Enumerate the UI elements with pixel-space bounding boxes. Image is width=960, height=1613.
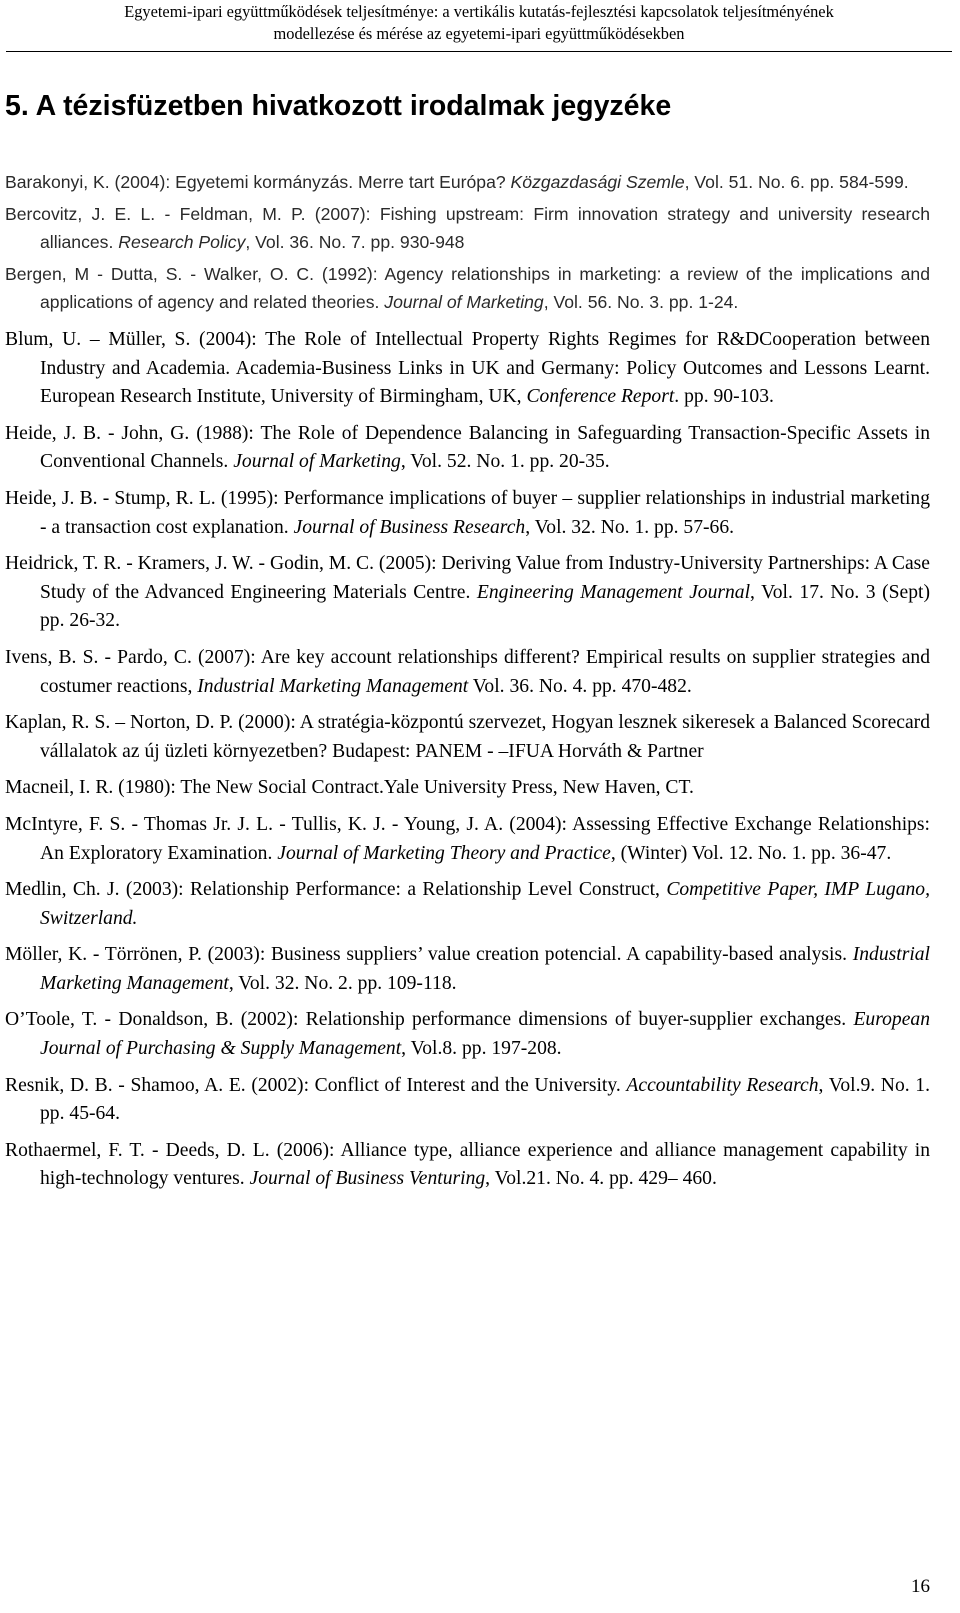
running-header-line-2: modellezése és mérése az egyetemi-ipari együttműködésekben <box>273 24 685 43</box>
reference-source-title: Journal of Marketing Theory and Practice <box>277 842 611 864</box>
reference-text: Blum, U. – Müller, S. (2004): The Role of Intellectual Property Rights Regimes for R&DCooperation between Industry and Academia. Academia-Business Links in UK and Germany: Policy Outcomes and Lessons Learnt. European Research Institute, University of Birmingham, UK, <box>5 329 930 408</box>
reference-text: , (Winter) Vol. 12. No. 1. pp. 36-47. <box>610 842 892 864</box>
reference-entry <box>5 1006 930 1063</box>
running-header-line-1: Egyetemi-ipari együttműködések teljesítménye: a vertikális kutatás-fejlesztési kapcsolatok teljesítményének <box>124 2 834 21</box>
reference-entry <box>5 709 930 766</box>
reference-text: Heidrick, T. R. - Kramers, J. W. - Godin, M. C. (2005): Deriving Value from Industry-University Partnerships: A Case Study of the Advanced Engineering Materials Centre. <box>5 553 930 603</box>
reference-entry <box>5 326 930 412</box>
reference-entry <box>5 774 930 803</box>
reference-text: Barakonyi, K. (2004): Egyetemi kormányzás. Merre tart Európa? <box>5 172 511 192</box>
reference-source-title: Competitive Paper, IMP Lugano, Switzerland. <box>40 879 930 929</box>
reference-text: Resnik, D. B. - Shamoo, A. E. (2002): Conflict of Interest and the University. <box>5 1074 627 1096</box>
reference-text: Rothaermel, F. T. - Deeds, D. L. (2006): Alliance type, alliance experience and alliance management capability in high-technology ventures. <box>5 1139 930 1190</box>
reference-source-title: Conference Report <box>526 386 675 408</box>
reference-entry <box>5 485 930 542</box>
reference-text: , Vol.21. No. 4. pp. 429– 460. <box>485 1168 717 1190</box>
reference-text: Vol. 36. No. 4. pp. 470-482. <box>468 675 692 697</box>
reference-text: , Vol. 32. No. 2. pp. 109-118. <box>228 972 457 994</box>
reference-source-title: Industrial Marketing Management <box>197 675 469 697</box>
reference-source-title: European Journal of Purchasing & Supply Management <box>40 1009 930 1060</box>
reference-text: Bergen, M - Dutta, S. - Walker, O. C. (1992): Agency relationships in marketing: a review of the implications and applications of agency and related theories. <box>5 264 930 312</box>
reference-entry <box>5 550 930 636</box>
reference-text: Kaplan, R. S. – Norton, D. P. (2000): A stratégia-központú szervezet, Hogyan lesznek sikeresek a Balanced Scorecard vállalatok az új üzleti környezetben? Budapest: PANEM - –IFUA Horváth & Partner <box>5 712 930 762</box>
reference-entry <box>5 168 930 196</box>
reference-source-title: Journal of Business Research <box>293 516 526 538</box>
reference-text: McIntyre, F. S. - Thomas Jr. J. L. - Tullis, K. J. - Young, J. A. (2004): Assessing Effective Exchange Relationships: An Exploratory Examination. <box>5 813 930 864</box>
reference-entry <box>5 876 930 933</box>
reference-text: , Vol.8. pp. 197-208. <box>401 1038 562 1060</box>
page-number: 16 <box>911 1576 930 1597</box>
reference-list <box>5 168 930 1194</box>
reference-source-title: Industrial Marketing Management <box>40 944 930 994</box>
reference-text: O’Toole, T. - Donaldson, B. (2002): Relationship performance dimensions of buyer-supplier exchanges. <box>5 1009 854 1031</box>
reference-source-title: Engineering Management Journal <box>476 581 751 603</box>
reference-source-title: Research Policy <box>118 232 246 252</box>
reference-entry <box>5 1072 930 1129</box>
reference-text: , Vol.9. No. 1. pp. 45-64. <box>40 1074 930 1125</box>
reference-text: Heide, J. B. - Stump, R. L. (1995): Performance implications of buyer – supplier relationships in industrial marketing - a transaction cost explanation. <box>5 487 930 538</box>
reference-source-title: Közgazdasági Szemle <box>510 172 685 192</box>
running-header <box>6 0 952 45</box>
reference-entry <box>5 811 930 868</box>
reference-text: , Vol. 51. No. 6. pp. 584-599. <box>684 172 909 192</box>
reference-entry <box>5 420 930 477</box>
reference-source-title: Journal of Marketing <box>233 451 401 473</box>
reference-source-title: Journal of Business Venturing <box>249 1168 486 1190</box>
reference-entry <box>5 1137 930 1194</box>
reference-text: Heide, J. B. - John, G. (1988): The Role of Dependence Balancing in Safeguarding Transaction-Specific Assets in Conventional Channels. <box>5 422 930 473</box>
reference-text: Ivens, B. S. - Pardo, C. (2007): Are key account relationships different? Empirical results on supplier strategies and costumer reactions, <box>5 646 930 697</box>
reference-text: , Vol. 32. No. 1. pp. 57-66. <box>525 516 735 538</box>
header-divider <box>6 51 952 52</box>
reference-text: , Vol. 17. No. 3 (Sept) pp. 26-32. <box>40 581 930 632</box>
reference-entry <box>5 260 930 316</box>
reference-text: , Vol. 52. No. 1. pp. 20-35. <box>400 451 610 473</box>
reference-text: . pp. 90-103. <box>674 386 774 408</box>
reference-source-title: Accountability Research <box>626 1074 819 1096</box>
reference-text: Bercovitz, J. E. L. - Feldman, M. P. (2007): Fishing upstream: Firm innovation strategy and university research alliances. <box>5 204 930 252</box>
reference-text: Möller, K. - Törrönen, P. (2003): Business suppliers’ value creation potencial. A capability-based analysis. <box>5 944 853 966</box>
reference-text: , Vol. 36. No. 7. pp. 930-948 <box>245 232 465 252</box>
reference-text: , Vol. 56. No. 3. pp. 1-24. <box>543 292 739 312</box>
reference-text: Macneil, I. R. (1980): The New Social Contract.Yale University Press, New Haven, CT. <box>5 777 694 799</box>
reference-entry <box>5 941 930 998</box>
section-title: 5. A tézisfüzetben hivatkozott irodalmak jegyzéke <box>5 90 672 122</box>
reference-source-title: Journal of Marketing <box>384 292 544 312</box>
reference-entry <box>5 200 930 256</box>
reference-entry <box>5 644 930 701</box>
reference-text: Medlin, Ch. J. (2003): Relationship Performance: a Relationship Level Construct, <box>5 879 667 901</box>
